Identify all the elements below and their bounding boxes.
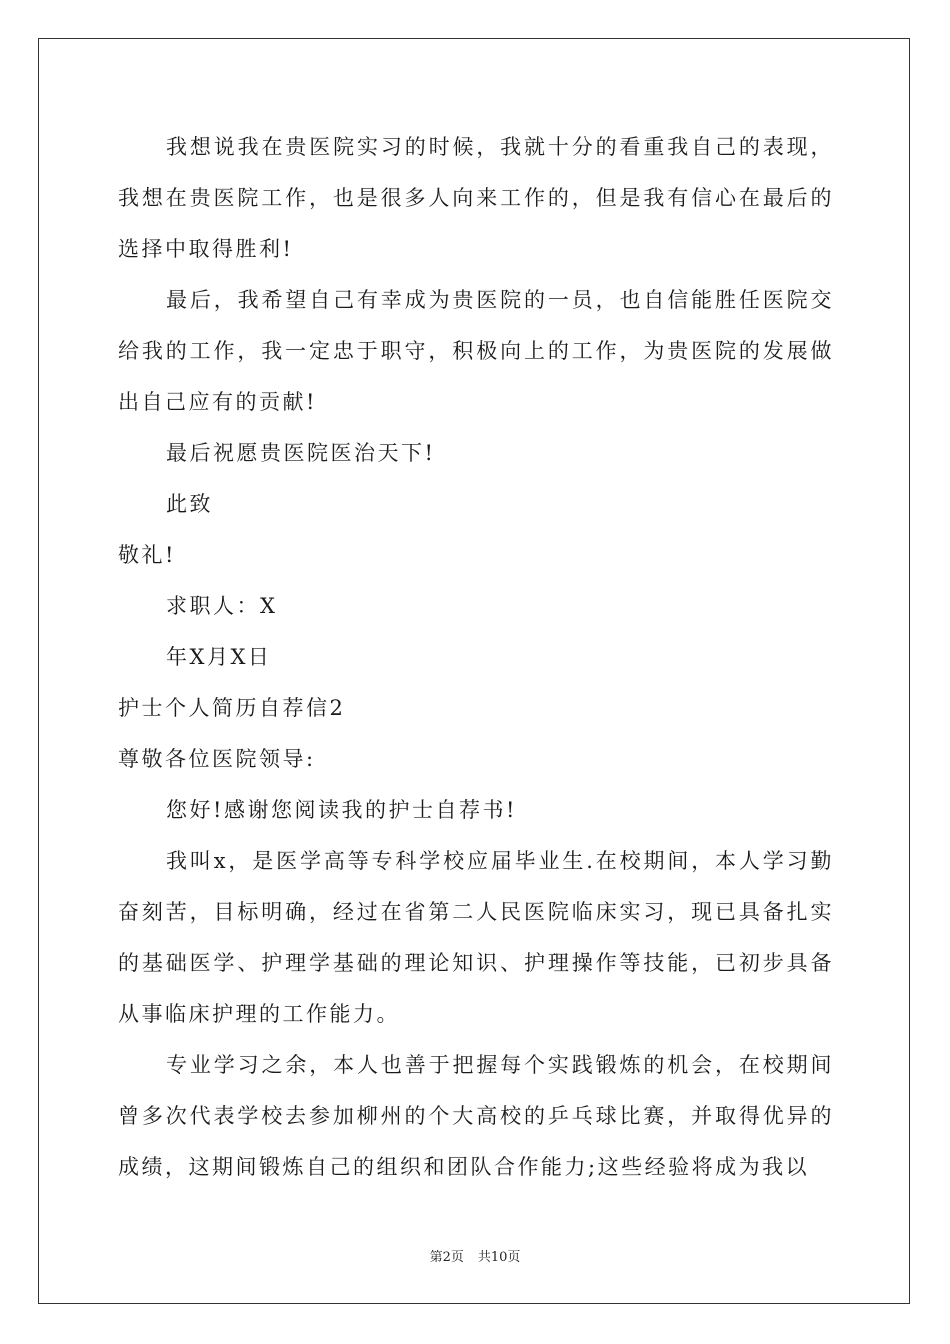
closing-salutation: 此致 <box>166 492 213 516</box>
document-body <box>118 122 834 1193</box>
page-number: 第2页 <box>429 1250 464 1265</box>
paragraph: 专业学习之余，本人也善于把握每个实践锻炼的机会，在校期间曾多次代表学校去参加柳州的个大高校的乒乓球比赛，并取得优异的成绩，这期间锻炼自己的组织和团队合作能力;这些经验将成为我以 <box>118 1053 834 1179</box>
page-total: 共10页 <box>477 1250 521 1265</box>
applicant-signature: 求职人：X <box>166 594 278 618</box>
paragraph: 最后祝愿贵医院医治天下! <box>166 441 436 465</box>
letter-date: 年X月X日 <box>166 645 272 669</box>
paragraph: 我叫x，是医学高等专科学校应届毕业生.在校期间，本人学习勤奋刻苦，目标明确，经过在省第二人民医院临床实习，现已具备扎实的基础医学、护理学基础的理论知识、护理操作等技能，已初步具备从事临床护理的工作能力。 <box>118 849 834 1026</box>
section-title: 护士个人简历自荐信2 <box>118 696 346 720</box>
paragraph: 最后，我希望自己有幸成为贵医院的一员，也自信能胜任医院交给我的工作，我一定忠于职守，积极向上的工作，为贵医院的发展做出自己应有的贡献! <box>118 288 834 414</box>
paragraph: 您好!感谢您阅读我的护士自荐书! <box>166 798 517 822</box>
greeting: 尊敬各位医院领导: <box>118 747 316 771</box>
paragraph: 我想说我在贵医院实习的时候，我就十分的看重我自己的表现，我想在贵医院工作，也是很多人向来工作的，但是我有信心在最后的选择中取得胜利! <box>118 135 834 261</box>
closing-regards: 敬礼! <box>118 543 176 567</box>
page-footer <box>0 1246 950 1265</box>
